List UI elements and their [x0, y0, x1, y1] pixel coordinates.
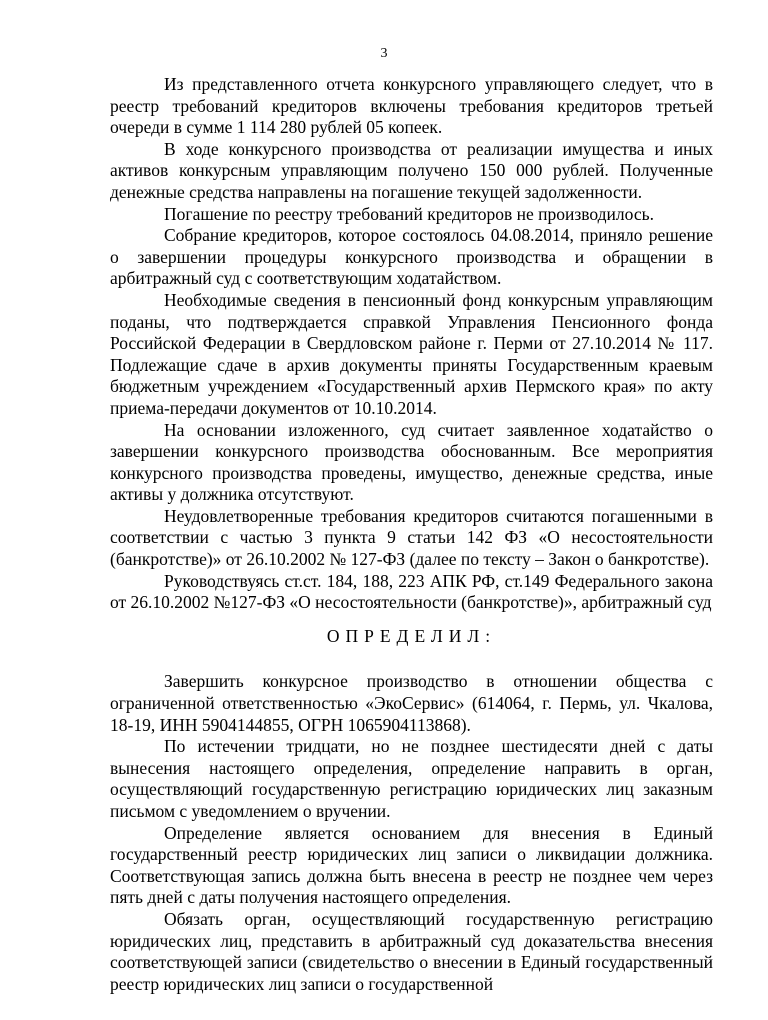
paragraph-report-summary: Из представленного отчета конкурсного управляющего следует, что в реестр требований кредиторов включены требования кредиторов третьей очереди в сумме 1 114 280 рублей 05 копеек.	[110, 74, 713, 138]
paragraph-registry-basis: Определение является основанием для внесения в Единый государственный реестр юридических лиц записи о ликвидации должника. Соответствующая запись должна быть внесена в реестр не позднее чем через пять дней с даты получения настоящего определения.	[110, 822, 713, 908]
paragraph-proceeds: В ходе конкурсного производства от реализации имущества и иных активов конкурсным управляющим получено 150 000 рублей. Полученные денежные средства направлены на погашение текущей задолженности.	[110, 138, 713, 202]
ruling-heading: ОПРЕДЕЛИЛ:	[326, 625, 497, 646]
document-body	[110, 74, 713, 995]
paragraph-legal-basis: Руководствуясь ст.ст. 184, 188, 223 АПК РФ, ст.149 Федерального закона от 26.10.2002 №127-ФЗ «О несостоятельности (банкротстве)», арбитражный суд	[110, 570, 713, 613]
page-number: 3	[380, 46, 388, 61]
paragraph-creditors-meeting: Собрание кредиторов, которое состоялось 04.08.2014, приняло решение о завершении процедуры конкурсного производства и обращении в арбитражный суд с соответствующим ходатайством.	[110, 225, 713, 289]
paragraph-court-conclusion: На основании изложенного, суд считает заявленное ходатайство о завершении конкурсного производства обоснованным. Все мероприятия конкурсного производства проведены, имущество, денежные средства, иные активы у должника отсутствуют.	[110, 419, 713, 505]
paragraph-no-repayment: Погашение по реестру требований кредиторов не производилось.	[164, 203, 654, 224]
paragraph-complete-proceedings: Завершить конкурсное производство в отношении общества с ограниченной ответственностью «ЭкоСервис» (614064, г. Пермь, ул. Чкалова, 18-19, ИНН 5904144855, ОГРН 1065904113868).	[110, 671, 713, 735]
paragraph-obligation: Обязать орган, осуществляющий государственную регистрацию юридических лиц, представить в арбитражный суд доказательства внесения соответствующей записи (свидетельство о внесении в Единый государственный реестр юридических лиц записи о государственной	[110, 908, 713, 994]
paragraph-unsatisfied-claims: Неудовлетворенные требования кредиторов считаются погашенными в соответствии с частью 3 пункта 9 статьи 142 ФЗ «О несостоятельности (банкротстве)» от 26.10.2002 № 127-ФЗ (далее по тексту – Закон о банкротстве).	[110, 505, 713, 570]
paragraph-send-ruling: По истечении тридцати, но не позднее шестидесяти дней с даты вынесения настоящего определения, определение направить в орган, осуществляющий государственную регистрацию юридических лиц заказным письмом с уведомлением о вручении.	[110, 736, 713, 821]
paragraph-pension-fund: Необходимые сведения в пенсионный фонд конкурсным управляющим поданы, что подтверждается справкой Управления Пенсионного фонда Российской Федерации в Свердловском районе г. Перми от 27.10.2014 № 117. Подлежащие сдаче в архив документы приняты Государственным краевым бюджетным учреждением «Государственный архив Пермского края» по акту приема-передачи документов от 10.10.2014.	[110, 289, 713, 418]
